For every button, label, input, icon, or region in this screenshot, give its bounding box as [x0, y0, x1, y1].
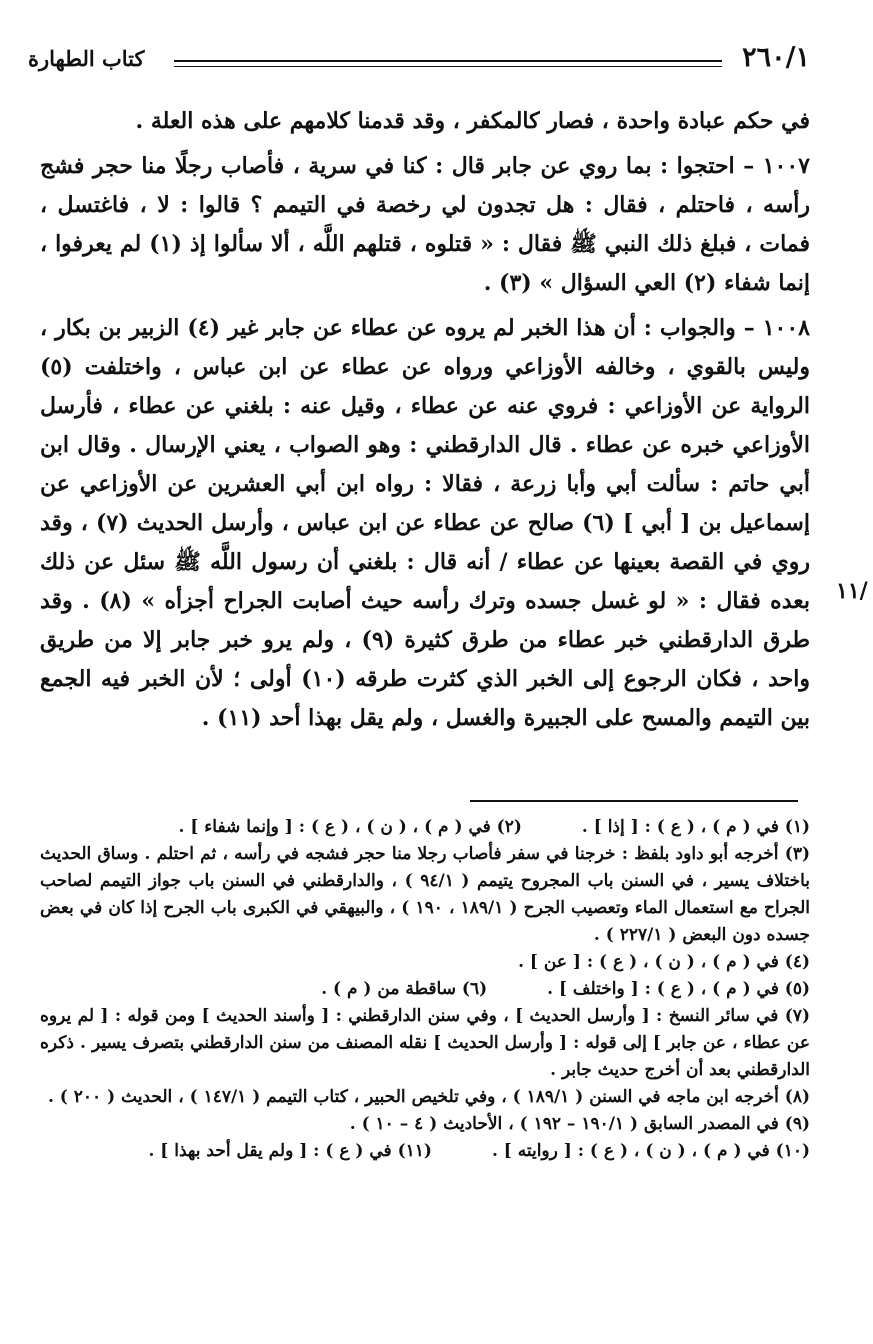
- footnote-row: [40, 814, 810, 841]
- main-text: [40, 102, 810, 744]
- footnote-10: (١٠) في ( م ) ، ( ن ) ، ( ع ) : [ روايته ] .: [491, 1141, 810, 1161]
- paragraph-1007: ١٠٠٧ – احتجوا : بما روي عن جابر قال : كنا في سرية ، فأصاب رجلًا منا حجر فشج رأسه ، فاحتلم ، فقال : هل تجدون لي رخصة في التيمم ؟ قالوا : لا ، فاغتسل ، فمات ، فبلغ ذلك النبي ﷺ فقال : « قتلوه ، قتلهم اللَّه ، ألا سألوا إذ (١) لم يعرفوا ، إنما شفاء (٢) العي السؤال » (٣) .: [40, 153, 811, 296]
- header-rule: [174, 60, 722, 67]
- footnote-1: (١) في ( م ) ، ( ع ) : [ إذا ] .: [581, 817, 810, 837]
- footnote-11: (١١) في ( ع ) : [ ولم يقل أحد بهذا ] .: [148, 1141, 432, 1161]
- footnote-2: (٢) في ( م ) ، ( ن ) ، ( ع ) : [ وإنما شفاء ] .: [178, 817, 522, 837]
- footnote-3: (٣) أخرجه أبو داود بلفظ : خرجنا في سفر فأصاب رجلا منا حجر فشجه في رأسه ، ثم احتلم . وساق الحديث باختلاف يسير ، في السنن باب المجروح يتيمم ( ٩٤/١ ) ، والدارقطني في السنن باب جواز التيمم لصاحب الجراح مع استعمال الماء وتعصيب الجرح ( ١٨٩/١ ، ١٩٠ ) ، والبيهقي في الكبرى باب الجرح إذا كان في بعض جسده دون البعض ( ٢٢٧/١ ) .: [40, 844, 810, 945]
- footnote-5: (٥) في ( م ) ، ( ع ) : [ واختلف ] .: [547, 979, 810, 999]
- running-title: كتاب الطهارة: [28, 46, 145, 71]
- paragraph-1008: ١٠٠٨ – والجواب : أن هذا الخبر لم يروه عن عطاء عن جابر غير (٤) الزبير بن بكار ، وليس بالقوي ، وخالفه الأوزاعي ورواه عن عطاء عن ابن عباس ، واختلفت (٥) الرواية عن الأوزاعي : فروي عنه عن عطاء ، وقيل عنه : بلغني عن عطاء ، فأرسل الأوزاعي خبره عن عطاء . قال الدارقطني : وهو الصواب ، يعني الإرسال . وقال ابن أبي حاتم : سألت أبي وأبا زرعة ، فقالا : رواه ابن أبي العشرين عن الأوزاعي عن إسماعيل بن [ أبي ] (٦) صالح عن عطاء عن ابن عباس ، وأرسل الحديث (٧) ، وقد روي في القصة بعينها عن عطاء / أنه قال : بلغني أن رسول اللَّه ﷺ سئل عن ذلك بعده فقال : « لو غسل جسده وترك رأسه حيث أصابت الجراح أجزأه » (٨) . وقد طرق الدارقطني خبر عطاء من طرق كثيرة (٩) ، ولم يرو خبر جابر إلا من طريق واحد ، فكان الرجوع إلى الخبر الذي كثرت طرقه (١٠) أولى ؛ لأن الخبر فيه الجمع بين التيمم والمسح على الجبيرة والغسل ، ولم يقل بهذا أحد (١١) .: [40, 315, 811, 731]
- footnotes: [40, 814, 810, 1165]
- page-number: ٢٦٠/١: [742, 42, 810, 73]
- footnote-9: (٩) في المصدر السابق ( ١٩٠/١ – ١٩٢ ) ، الأحاديث ( ٤ – ١٠ ) .: [349, 1114, 810, 1134]
- page-header: [28, 42, 810, 82]
- footnote-8: (٨) أخرجه ابن ماجه في السنن ( ١٨٩/١ ) ، وفي تلخيص الحبير ، كتاب التيمم ( ١٤٧/١ ) ، الحديث ( ٢٠٠ ) .: [47, 1087, 810, 1107]
- footnote-7: (٧) في سائر النسخ : [ وأرسل الحديث ] ، وفي سنن الدارقطني : [ وأسند الحديث ] ومن قوله : [ لم يروه عن عطاء ، عن جابر ] إلى قوله : [ وأرسل الحديث ] نقله المصنف من سنن الدارقطني بتصرف يسير . ذكره الدارقطني بعد أن أخرج حديث جابر .: [40, 1006, 810, 1080]
- footnote-row: [40, 1138, 810, 1165]
- footnote-row: [40, 976, 810, 1003]
- footnote-separator: [470, 800, 798, 802]
- footnote-6: (٦) ساقطة من ( م ) .: [321, 979, 488, 999]
- paragraph-continuation: في حكم عبادة واحدة ، فصار كالمكفر ، وقد قدمنا كلامهم على هذه العلة .: [135, 108, 810, 134]
- margin-manuscript-reference: ١١/: [836, 578, 868, 604]
- footnote-4: (٤) في ( م ) ، ( ن ) ، ( ع ) : [ عن ] .: [518, 952, 810, 972]
